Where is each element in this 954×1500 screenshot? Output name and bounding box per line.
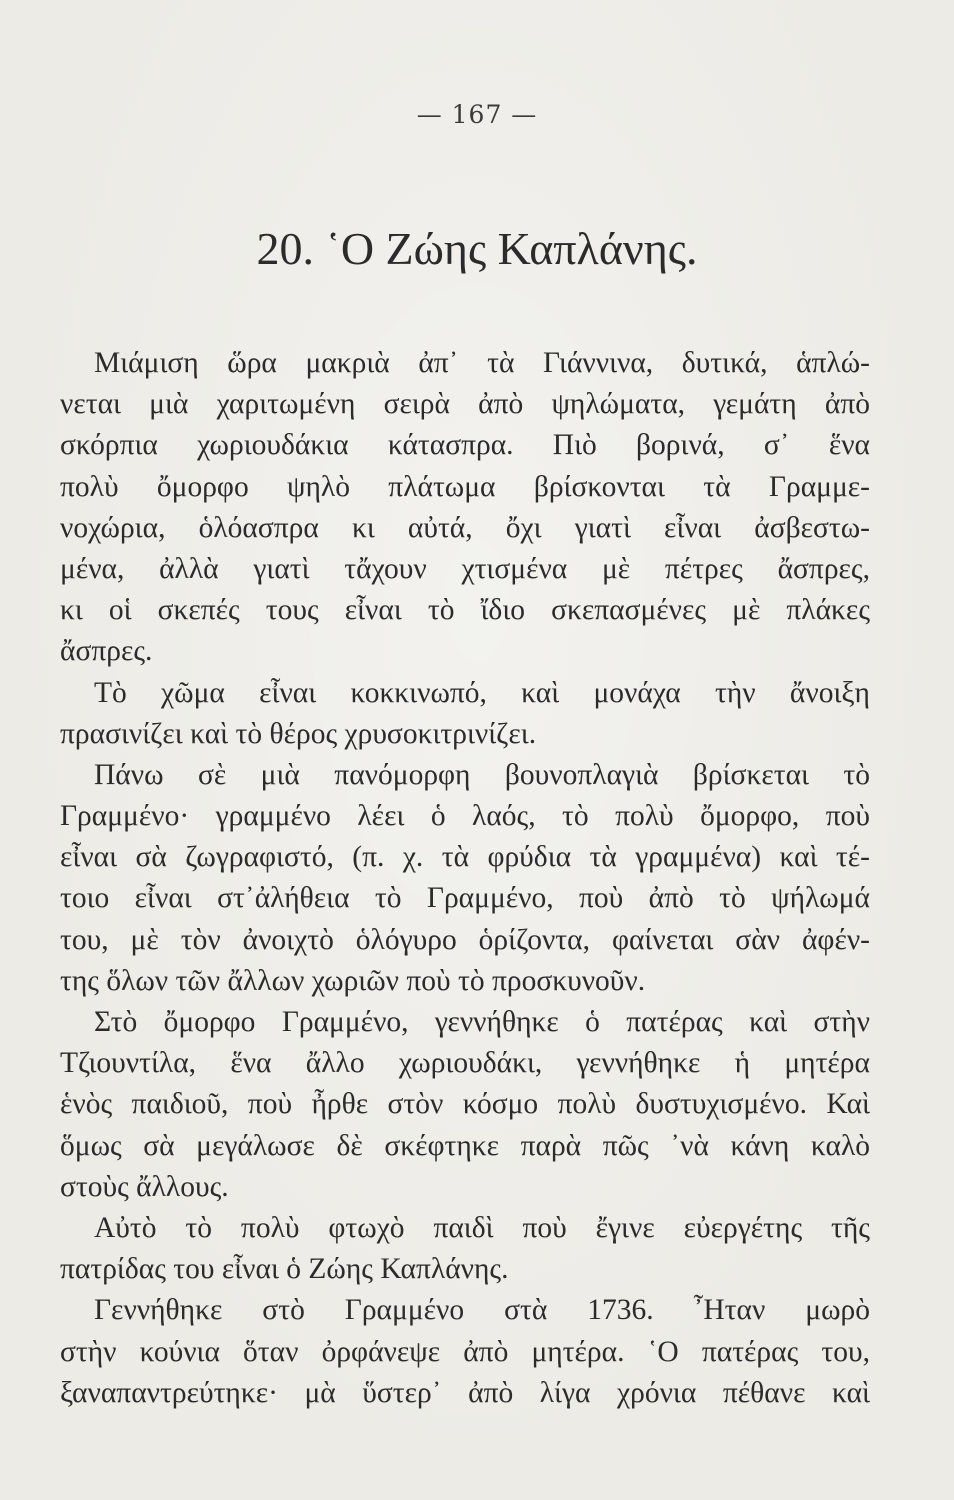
text-line: ἄσπρες. <box>60 635 153 668</box>
text-line: Στὸ ὄμορφο Γραμμένο, γεννήθηκε ὁ πατέρας καὶ στὴν <box>94 1006 870 1038</box>
text-line: σκόρπια χωριουδάκια κάτασπρα. Πιὸ βορινά, σ᾽ ἕνα <box>60 429 870 462</box>
text-line: ὅμως σὰ μεγάλωσε δὲ σκέφτηκε παρὰ πῶς ᾽νὰ κάνη καλὸ <box>60 1129 870 1162</box>
text-line: πρασινίζει καὶ τὸ θέρος χρυσοκιτρινίζει. <box>60 717 537 750</box>
text-line: Αὐτὸ τὸ πολὺ φτωχὸ παιδὶ ποὺ ἔγινε εὐεργέτης τῆς <box>94 1211 870 1244</box>
text-line: πατρίδας του εἶναι ὁ Ζώης Καπλάνης. <box>60 1253 509 1286</box>
text-line: Μιάμιση ὥρα μακριὰ ἀπ᾽ τὰ Γιάννινα, δυτικά, ἁπλώ- <box>94 347 870 379</box>
text-line: νοχώρια, ὁλόασπρα κι αὐτά, ὄχι γιατὶ εἶναι ἀσβεστω- <box>60 511 870 544</box>
text-line: της ὅλων τῶν ἄλλων χωριῶν ποὺ τὸ προσκυνοῦν. <box>60 964 646 997</box>
text-line: εἶναι σὰ ζωγραφιστό, (π. χ. τὰ φρύδια τὰ γραμμένα) καὶ τέ- <box>60 841 870 874</box>
body-text <box>60 343 870 1414</box>
chapter-title: 20. ῾Ο Ζώης Καπλάνης. <box>256 223 698 274</box>
text-line: μένα, ἀλλὰ γιατὶ τἄχουν χτισμένα μὲ πέτρες ἄσπρες, <box>60 552 870 585</box>
page-number: — 167 — <box>416 100 538 129</box>
text-line: Γραμμένο· γραμμένο λέει ὁ λαός, τὸ πολὺ ὄμορφο, ποὺ <box>60 800 870 833</box>
text-line: ἑνὸς παιδιοῦ, ποὺ ἦρθε στὸν κόσμο πολὺ δυστυχισμένο. Καὶ <box>60 1088 870 1121</box>
text-line: τοιο εἶναι στ᾽ἀλήθεια τὸ Γραμμένο, ποὺ ἀπὸ τὸ ψήλωμά <box>60 882 870 915</box>
text-line: Πάνω σὲ μιὰ πανόμορφη βουνοπλαγιὰ βρίσκεται τὸ <box>94 758 870 791</box>
text-line: πολὺ ὄμορφο ψηλὸ πλάτωμα βρίσκονται τὰ Γραμμε- <box>60 470 870 503</box>
text-line: νεται μιὰ χαριτωμένη σειρὰ ἀπὸ ψηλώματα, γεμάτη ἀπὸ <box>60 388 870 421</box>
text-line: Γεννήθηκε στὸ Γραμμένο στὰ 1736. ῏Ηταν μωρὸ <box>94 1294 870 1327</box>
text-line: στοὺς ἄλλους. <box>60 1170 229 1203</box>
text-line: του, μὲ τὸν ἀνοιχτὸ ὁλόγυρο ὁρίζοντα, φαίνεται σὰν ἀφέν- <box>60 923 870 956</box>
text-line: Τζιουντίλα, ἕνα ἄλλο χωριουδάκι, γεννήθηκε ἡ μητέρα <box>60 1047 870 1080</box>
text-line: κι οἱ σκεπές τους εἶναι τὸ ἴδιο σκεπασμένες μὲ πλάκες <box>60 594 870 627</box>
text-line: Τὸ χῶμα εἶναι κοκκινωπό, καὶ μονάχα τὴν ἄνοιξη <box>94 676 870 709</box>
text-line: στὴν κούνια ὅταν ὀρφάνεψε ἀπὸ μητέρα. ῾Ο πατέρας του, <box>60 1335 870 1368</box>
text-line: ξαναπαντρεύτηκε· μὰ ὕστερ᾽ ἀπὸ λίγα χρόνια πέθανε καὶ <box>60 1376 870 1409</box>
